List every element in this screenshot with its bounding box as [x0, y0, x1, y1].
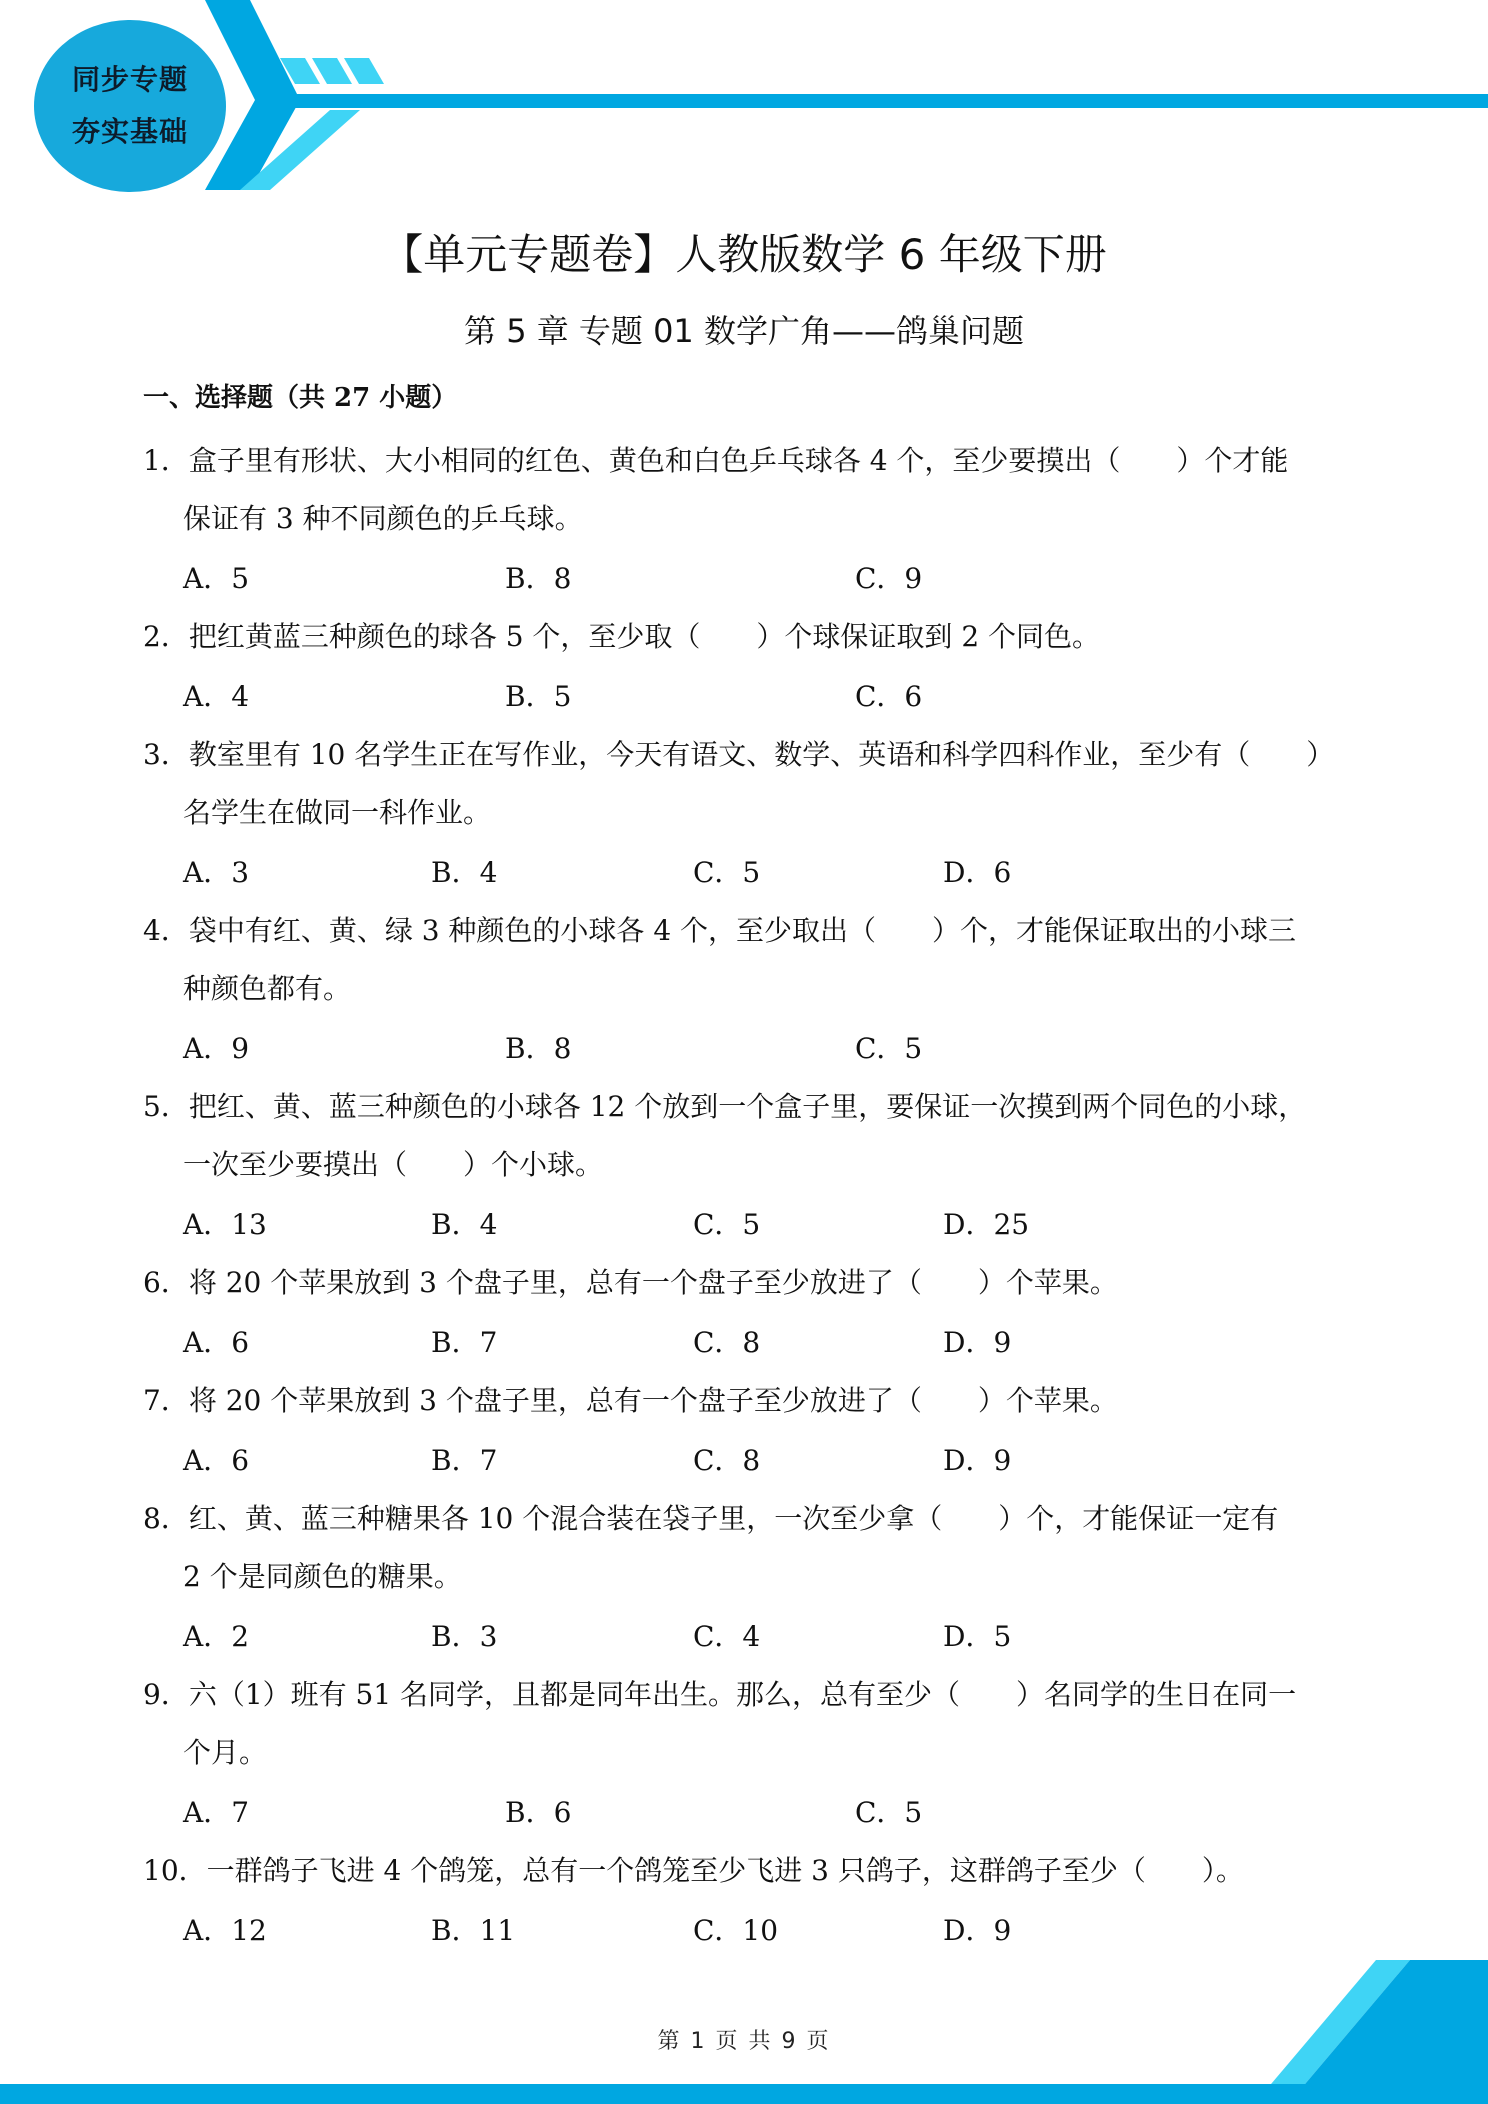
question-text-line: 9．六（1）班有 51 名同学，且都是同年出生。那么，总有至少（ ）名同学的生日在同一	[143, 1678, 1297, 1711]
options-row	[143, 844, 1353, 902]
question-text-line: 保证有 3 种不同颜色的乒乓球。	[183, 502, 583, 535]
option-c: C．9	[855, 562, 923, 595]
question-4	[143, 902, 1353, 1078]
question-text-line: 一次至少要摸出（ ）个小球。	[183, 1148, 604, 1181]
option-b: B．11	[431, 1914, 516, 1947]
option-d: D．9	[943, 1914, 1012, 1947]
question-text-line: 种颜色都有。	[183, 972, 352, 1005]
option-b: B．4	[431, 1208, 498, 1241]
option-d: D．25	[943, 1208, 1030, 1241]
option-b: B．6	[505, 1796, 572, 1829]
question-text-line: 10．一群鸽子飞进 4 个鸽笼，总有一个鸽笼至少飞进 3 只鸽子，这群鸽子至少（ ）。	[143, 1854, 1244, 1887]
question-text-line: 5．把红、黄、蓝三种颜色的小球各 12 个放到一个盒子里，要保证一次摸到两个同色的小球，	[143, 1090, 1307, 1123]
option-a: A．12	[183, 1914, 267, 1947]
options-row	[143, 1020, 1353, 1078]
question-6	[143, 1254, 1353, 1372]
option-a: A．7	[183, 1796, 250, 1829]
badge-line-1: 同步专题	[71, 63, 188, 96]
question-text-line: 4．袋中有红、黄、绿 3 种颜色的小球各 4 个，至少取出（ ）个，才能保证取出的小球三	[143, 914, 1297, 947]
option-a: A．9	[183, 1032, 250, 1065]
options-row	[143, 550, 1353, 608]
page-number: 第 1 页 共 9 页	[657, 2029, 831, 2054]
option-c: C．4	[693, 1620, 761, 1653]
document-subtitle: 第 5 章 专题 01 数学广角——鸽巢问题	[464, 312, 1024, 350]
options-row	[143, 1196, 1353, 1254]
options-row	[143, 1314, 1353, 1372]
options-row	[143, 1432, 1353, 1490]
question-1	[143, 432, 1353, 608]
option-a: A．13	[183, 1208, 267, 1241]
option-d: D．9	[943, 1444, 1012, 1477]
question-2	[143, 608, 1353, 726]
option-c: C．5	[855, 1032, 923, 1065]
option-c: C．8	[693, 1444, 761, 1477]
question-text-line: 2 个是同颜色的糖果。	[183, 1560, 462, 1593]
option-a: A．3	[183, 856, 250, 889]
question-text-line: 2．把红黄蓝三种颜色的球各 5 个，至少取（ ）个球保证取到 2 个同色。	[143, 620, 1101, 653]
option-b: B．8	[505, 1032, 572, 1065]
question-10	[143, 1842, 1353, 1960]
question-text-line: 8．红、黄、蓝三种糖果各 10 个混合装在袋子里，一次至少拿（ ）个，才能保证一定有	[143, 1502, 1279, 1535]
question-9	[143, 1666, 1353, 1842]
options-row	[143, 1608, 1353, 1666]
question-text-line: 7．将 20 个苹果放到 3 个盘子里，总有一个盘子至少放进了（ ）个苹果。	[143, 1384, 1118, 1417]
option-c: C．5	[693, 856, 761, 889]
option-b: B．4	[431, 856, 498, 889]
document-title: 【单元专题卷】人教版数学 6 年级下册	[381, 230, 1107, 279]
question-list	[143, 378, 1353, 1960]
option-a: A．6	[183, 1326, 250, 1359]
badge-circle	[34, 20, 226, 192]
options-row	[143, 668, 1353, 726]
question-text-line: 3．教室里有 10 名学生正在写作业，今天有语文、数学、英语和科学四科作业，至少有（ ）	[143, 738, 1335, 771]
question-text-line: 名学生在做同一科作业。	[183, 796, 492, 829]
option-c: C．10	[693, 1914, 779, 1947]
question-5	[143, 1078, 1353, 1254]
question-text-line: 个月。	[183, 1736, 268, 1769]
option-b: B．5	[505, 680, 572, 713]
question-text-line: 6．将 20 个苹果放到 3 个盘子里，总有一个盘子至少放进了（ ）个苹果。	[143, 1266, 1118, 1299]
question-3	[143, 726, 1353, 902]
option-b: B．3	[431, 1620, 498, 1653]
option-d: D．9	[943, 1326, 1012, 1359]
option-a: A．5	[183, 562, 250, 595]
option-a: A．4	[183, 680, 250, 713]
section-heading: 一、选择题（共 27 小题）	[143, 383, 458, 413]
option-d: D．5	[943, 1620, 1012, 1653]
question-8	[143, 1490, 1353, 1666]
option-b: B．7	[431, 1326, 498, 1359]
options-row	[143, 1784, 1353, 1842]
option-c: C．5	[855, 1796, 923, 1829]
option-d: D．6	[943, 856, 1012, 889]
option-b: B．8	[505, 562, 572, 595]
option-b: B．7	[431, 1444, 498, 1477]
question-text-line: 1．盒子里有形状、大小相同的红色、黄色和白色乒乓球各 4 个，至少要摸出（ ）个才能	[143, 444, 1289, 477]
badge-line-2: 夯实基础	[71, 115, 188, 148]
option-c: C．8	[693, 1326, 761, 1359]
option-c: C．5	[693, 1208, 761, 1241]
option-c: C．6	[855, 680, 923, 713]
option-a: A．2	[183, 1620, 250, 1653]
question-7	[143, 1372, 1353, 1490]
option-a: A．6	[183, 1444, 250, 1477]
